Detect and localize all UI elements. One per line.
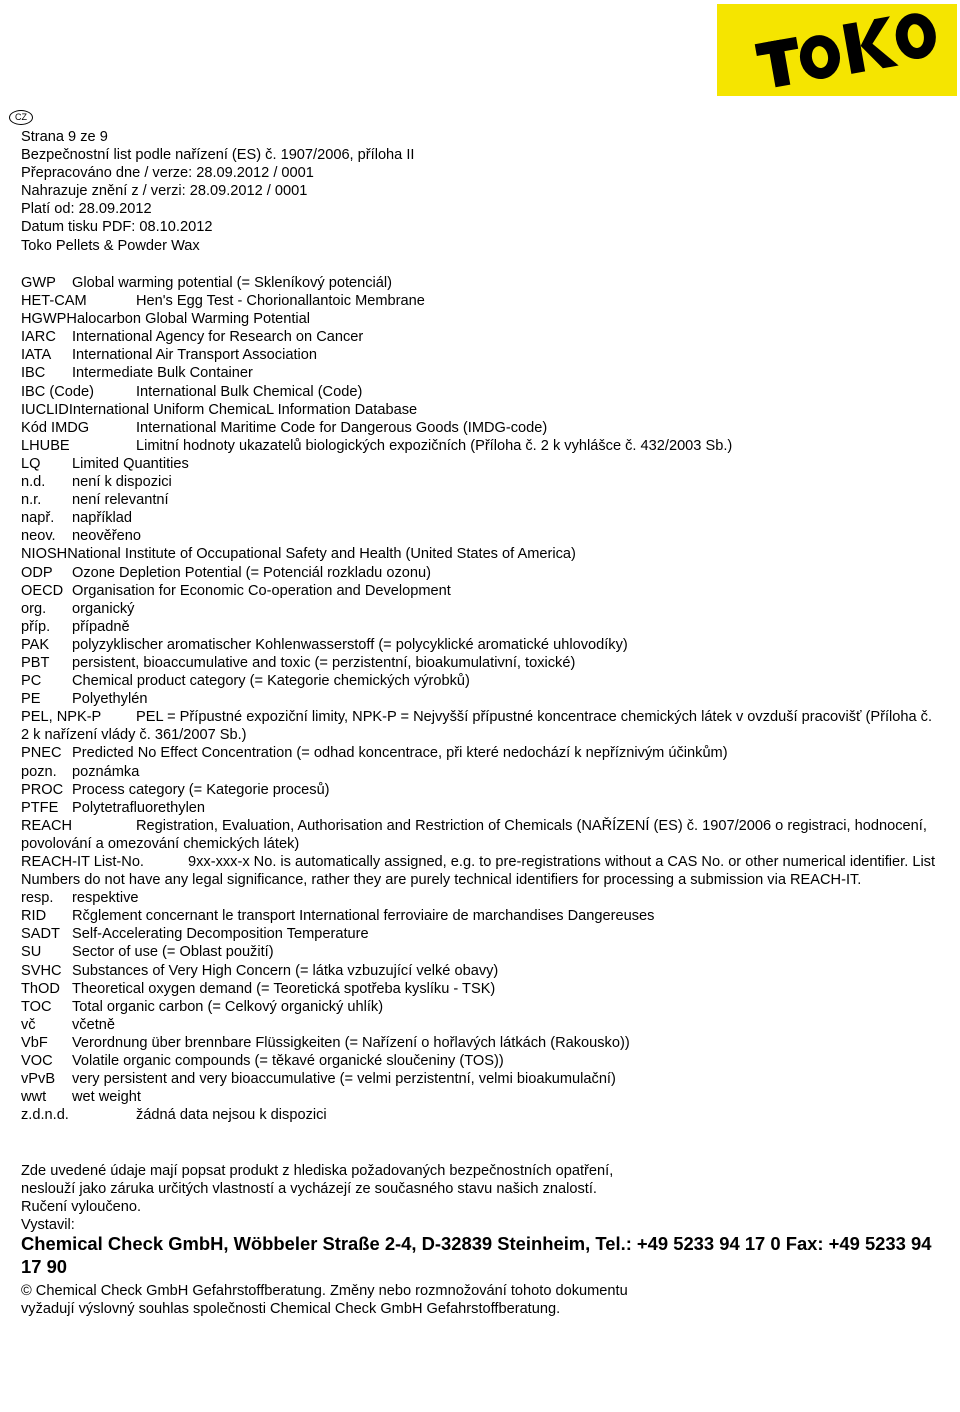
abbreviation-row <box>21 1106 941 1124</box>
company-contact: Chemical Check GmbH, Wöbbeler Straße 2-4, D-32839 Steinheim, Tel.: +49 5233 94 17 0 Fax: +49 5233 94 17 90 <box>21 1233 932 1277</box>
abbreviation-term: GWP <box>21 275 56 291</box>
toko-logo <box>717 4 957 96</box>
abbreviation-definition: Hen's Egg Test - Chorionallantoic Membrane <box>136 293 425 310</box>
abbreviation-row <box>21 636 941 654</box>
abbreviation-term: Kód IMDG <box>21 419 90 436</box>
abbreviation-term: PAK <box>21 636 50 653</box>
abbreviation-term: vPvB <box>21 1071 56 1088</box>
abbreviation-definition: není relevantní <box>72 492 169 509</box>
abbreviation-definition: organický <box>72 600 135 617</box>
abbreviation-row <box>21 907 941 925</box>
abbreviation-definition: PEL = Přípustné expoziční limity, NPK-P = Nejvyšší přípustné koncentrace chemických látek v ovzduší pracovišť (Příloha č. 2 k nařízení vlády č. 361/2007 Sb.) <box>21 709 933 744</box>
abbreviation-term: pozn. <box>21 763 57 780</box>
abbreviation-definition: Rčglement concernant le transport International ferroviaire de marchandises Dangereuses <box>72 908 655 925</box>
abbreviation-row <box>21 708 941 744</box>
abbreviation-row <box>21 274 941 292</box>
abbreviation-row <box>21 1088 941 1106</box>
abbreviation-definition: very persistent and very bioaccumulative (= velmi perzistentní, velmi bioakumulační) <box>72 1071 616 1088</box>
abbreviation-term: příp. <box>21 618 51 635</box>
abbreviation-row <box>21 455 941 473</box>
abbreviation-term: org. <box>21 600 47 617</box>
abbreviation-row <box>21 1052 941 1070</box>
print-date: Datum tisku PDF: 08.10.2012 <box>21 219 213 236</box>
abbreviation-term: ThOD <box>21 980 60 997</box>
abbreviation-row <box>21 473 941 491</box>
abbreviation-definition: neověřeno <box>72 528 141 545</box>
abbreviation-definition: Limitní hodnoty ukazatelů biologických expozičních (Příloha č. 2 k vyhlášce č. 432/2003 Sb.) <box>136 437 733 454</box>
abbreviation-term: SU <box>21 944 42 961</box>
abbreviation-term: PBT <box>21 654 50 671</box>
abbreviation-definition: Self-Accelerating Decomposition Temperature <box>72 926 369 943</box>
abbreviation-term: PTFE <box>21 799 59 816</box>
abbreviation-row <box>21 564 941 582</box>
abbreviation-definition: Intermediate Bulk Container <box>72 365 253 382</box>
abbreviation-definition: respektive <box>72 890 139 907</box>
abbreviation-row <box>21 1016 941 1034</box>
abbreviation-row <box>21 364 941 382</box>
abbreviation-term: neov. <box>21 528 56 545</box>
abbreviation-row <box>21 509 941 527</box>
abbreviation-term: VbF <box>21 1034 48 1051</box>
abbreviation-definition: wet weight <box>72 1089 141 1106</box>
abbreviation-definition: Verordnung über brennbare Flüssigkeiten (= Nařízení o hořlavých látkách (Rakousko)) <box>72 1034 630 1051</box>
abbreviation-term: wwt <box>21 1089 47 1106</box>
abbreviation-term: LQ <box>21 455 41 472</box>
abbreviation-term: IBC (Code) <box>21 383 94 400</box>
abbreviation-term: n.r. <box>21 492 42 509</box>
replaces-version: Nahrazuje znění z / verzi: 28.09.2012 / 0001 <box>21 183 308 200</box>
abbreviation-term: z.d.n.d. <box>21 1107 69 1124</box>
abbreviation-row <box>21 600 941 618</box>
abbreviation-definition: Chemical product category (= Kategorie chemických výrobků) <box>72 673 470 690</box>
abbreviation-term: VOC <box>21 1053 53 1070</box>
abbreviation-term: NIOSH <box>21 546 68 563</box>
abbreviation-row <box>21 491 941 509</box>
abbreviation-row <box>21 419 941 437</box>
abbreviation-definition: polyzyklischer aromatischer Kohlenwasserstoff (= polycyklické aromatické uhlovodíky) <box>72 636 628 653</box>
abbreviation-row <box>21 1070 941 1088</box>
abbreviation-definition: International Air Transport Association <box>72 347 317 364</box>
abbreviation-term: PNEC <box>21 745 62 762</box>
abbreviation-row <box>21 672 941 690</box>
disclaimer <box>21 1162 613 1234</box>
copyright <box>21 1282 721 1318</box>
abbreviation-definition: žádná data nejsou k dispozici <box>136 1107 327 1124</box>
abbreviation-term: HGWP <box>21 311 67 328</box>
abbreviation-row <box>21 654 941 672</box>
abbreviation-row <box>21 799 941 817</box>
abbreviation-row <box>21 690 941 708</box>
abbreviation-definition: International Uniform ChemicaL Information Database <box>68 401 418 418</box>
abbreviation-row <box>21 925 941 943</box>
abbreviation-row <box>21 817 941 853</box>
abbreviation-definition: persistent, bioaccumulative and toxic (= perzistentní, bioakumulativní, toxické) <box>72 654 576 671</box>
abbreviation-definition: International Maritime Code for Dangerous Goods (IMDG-code) <box>136 419 548 436</box>
abbreviation-definition: Substances of Very High Concern (= látka vzbuzující velké obavy) <box>72 962 499 979</box>
abbreviation-term: LHUBE <box>21 437 70 454</box>
abbreviation-row <box>21 618 941 636</box>
abbreviation-definition: 9xx-xxx-x No. is automatically assigned, e.g. to pre-registrations without a CAS No. or other numerical identifier. List Numbers do not have any legal significance, rather they are purely technical identifiers for processing a submission via REACH-IT. <box>21 854 936 889</box>
abbreviation-term: HET-CAM <box>21 293 87 310</box>
abbreviation-definition: Total organic carbon (= Celkový organický uhlík) <box>72 998 384 1015</box>
abbreviation-definition: Polyethylén <box>72 691 148 708</box>
valid-from: Platí od: 28.09.2012 <box>21 201 152 218</box>
revision-date: Přepracováno dne / verze: 28.09.2012 / 0001 <box>21 165 314 182</box>
abbreviation-term: REACH <box>21 817 73 834</box>
abbreviation-definition: poznámka <box>72 763 140 780</box>
abbreviation-term: SADT <box>21 926 60 943</box>
abbreviation-term: IATA <box>21 347 52 364</box>
abbreviation-term: TOC <box>21 998 52 1015</box>
abbreviation-term: např. <box>21 510 55 527</box>
abbreviation-term: RID <box>21 908 47 925</box>
abbreviation-definition: Registration, Evaluation, Authorisation and Restriction of Chemicals (NAŘÍZENÍ (ES) č. 1907/2006 o registraci, hodnocení, povolování a omezování chemických látek) <box>21 817 927 852</box>
abbreviation-term: ODP <box>21 564 53 581</box>
regulation-reference: Bezpečnostní list podle nařízení (ES) č. 1907/2006, příloha II <box>21 147 415 164</box>
abbreviation-row <box>21 998 941 1016</box>
issued-by-label: Vystavil: <box>21 1217 75 1234</box>
abbreviation-definition: Limited Quantities <box>72 455 189 472</box>
abbreviation-row <box>21 582 941 600</box>
copyright-line: vyžadují výslovný souhlas společnosti Chemical Check GmbH Gefahrstoffberatung. <box>21 1301 561 1318</box>
abbreviation-list <box>21 274 941 1124</box>
disclaimer-line: Ručení vyloučeno. <box>21 1199 142 1216</box>
abbreviation-definition: včetně <box>72 1016 115 1033</box>
abbreviation-definition: Sector of use (= Oblast použití) <box>72 944 274 961</box>
abbreviation-term: OECD <box>21 582 64 599</box>
abbreviation-term: PE <box>21 691 41 708</box>
abbreviation-definition: National Institute of Occupational Safety and Health (United States of America) <box>67 546 576 563</box>
abbreviation-row <box>21 383 941 401</box>
abbreviation-row <box>21 310 941 328</box>
abbreviation-term: IBC <box>21 365 46 382</box>
disclaimer-line: Zde uvedené údaje mají popsat produkt z hlediska požadovaných bezpečnostních opatření, <box>21 1163 614 1179</box>
abbreviation-term: PEL, NPK-P <box>21 709 102 726</box>
document-header <box>21 128 414 255</box>
abbreviation-definition: Process category (= Kategorie procesů) <box>72 781 330 798</box>
abbreviation-definition: Theoretical oxygen demand (= Teoretická spotřeba kyslíku - TSK) <box>72 980 496 997</box>
abbreviation-definition: Organisation for Economic Co-operation and Development <box>72 582 451 599</box>
abbreviation-row <box>21 328 941 346</box>
page-number: Strana 9 ze 9 <box>21 129 108 145</box>
abbreviation-row <box>21 1034 941 1052</box>
abbreviation-term: REACH-IT List-No. <box>21 854 144 870</box>
abbreviation-definition: Predicted No Effect Concentration (= odhad koncentrace, při které nedochází k nepříznivým účinkům) <box>72 745 728 762</box>
abbreviation-definition: Ozone Depletion Potential (= Potenciál rozkladu ozonu) <box>72 564 431 581</box>
abbreviation-row <box>21 781 941 799</box>
abbreviation-definition: Volatile organic compounds (= těkavé organické sloučeniny (TOS)) <box>72 1053 504 1070</box>
abbreviation-term: IUCLID <box>21 401 69 418</box>
abbreviation-definition: případně <box>72 618 130 635</box>
abbreviation-row <box>21 346 941 364</box>
abbreviation-row <box>21 943 941 961</box>
abbreviation-row <box>21 980 941 998</box>
abbreviation-term: PC <box>21 673 42 690</box>
abbreviation-term: IARC <box>21 329 56 346</box>
abbreviation-term: vč <box>21 1016 36 1033</box>
abbreviation-row <box>21 889 941 907</box>
abbreviation-row <box>21 853 941 889</box>
disclaimer-line: neslouží jako záruka určitých vlastností a vycházejí ze současného stavu našich znalostí. <box>21 1181 597 1198</box>
abbreviation-definition: například <box>72 510 133 527</box>
abbreviation-row <box>21 744 941 762</box>
abbreviation-row <box>21 437 941 455</box>
abbreviation-row <box>21 763 941 781</box>
abbreviation-definition: International Agency for Research on Cancer <box>72 329 364 346</box>
language-badge: CZ <box>9 110 33 125</box>
abbreviation-term: SVHC <box>21 962 62 979</box>
product-name: Toko Pellets & Powder Wax <box>21 237 200 254</box>
copyright-line: © Chemical Check GmbH Gefahrstoffberatung. Změny nebo rozmnožování tohoto dokumentu <box>21 1283 628 1299</box>
abbreviation-definition: Halocarbon Global Warming Potential <box>66 311 311 328</box>
abbreviation-term: PROC <box>21 781 64 798</box>
abbreviation-row <box>21 545 941 563</box>
abbreviation-term: n.d. <box>21 474 46 491</box>
abbreviation-definition: Polytetrafluorethylen <box>72 799 206 816</box>
abbreviation-row <box>21 527 941 545</box>
abbreviation-definition: Global warming potential (= Skleníkový potenciál) <box>72 275 393 291</box>
abbreviation-row <box>21 292 941 310</box>
abbreviation-row <box>21 962 941 980</box>
abbreviation-definition: International Bulk Chemical (Code) <box>136 383 363 400</box>
abbreviation-definition: není k dispozici <box>72 474 172 491</box>
abbreviation-term: resp. <box>21 890 54 907</box>
abbreviation-row <box>21 401 941 419</box>
